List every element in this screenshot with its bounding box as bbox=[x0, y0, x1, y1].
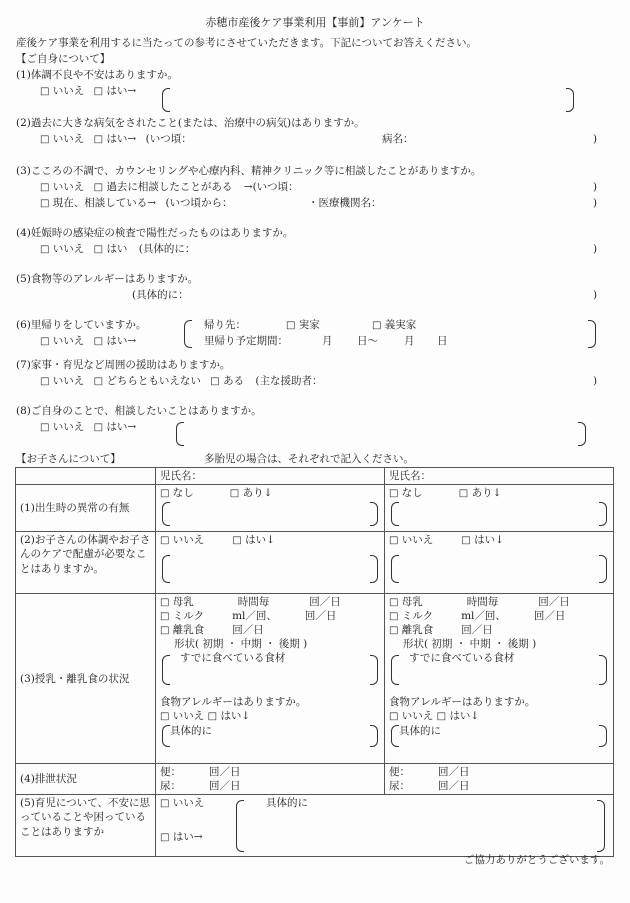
self-section-heading: 【ご自身について】 bbox=[16, 53, 111, 65]
q7-neither-checkbox[interactable]: □ bbox=[93, 376, 104, 387]
header-empty-cell bbox=[16, 468, 156, 485]
stool-label: 便： bbox=[389, 766, 410, 779]
row1-c1-yes-label: あり↓ bbox=[242, 487, 273, 500]
row5-cell bbox=[156, 795, 614, 857]
bracket-right bbox=[599, 502, 607, 526]
row4-label: (4)排泄状況 bbox=[16, 764, 156, 795]
row2-c2-detail-field[interactable] bbox=[389, 547, 609, 589]
ml-per-label: ml／回、 bbox=[461, 610, 506, 623]
q2-text: (2)過去に大きな病気をされたこと(または、治療中の病気)はありますか。 bbox=[16, 117, 365, 129]
bracket-right bbox=[597, 800, 605, 852]
q6-month2-label: 月 bbox=[404, 335, 415, 347]
allergy-question: 食物アレルギーはありますか。 bbox=[389, 696, 536, 709]
times-day-label: 回／日 bbox=[538, 596, 570, 609]
q7-no-label: いいえ bbox=[52, 375, 85, 387]
q1-detail-bracket-right bbox=[566, 88, 574, 112]
q7-text: (7)家事・育児など周囲の援助はありますか。 bbox=[16, 359, 231, 371]
q6-yes-checkbox[interactable]: □ bbox=[93, 336, 104, 347]
q1-detail-bracket-left bbox=[162, 88, 170, 112]
row1-c2-yes-checkbox[interactable]: □ bbox=[458, 488, 469, 500]
row3-c2-milk-checkbox[interactable]: □ bbox=[389, 611, 399, 623]
q6-month-label: 月 bbox=[322, 335, 333, 347]
row4-child1-cell[interactable] bbox=[156, 764, 385, 795]
q6-yes-label: はい→ bbox=[106, 335, 137, 347]
q3-now-close-paren: ) bbox=[593, 197, 598, 209]
child2-name-cell[interactable] bbox=[385, 468, 614, 485]
allergy-no-label: いいえ bbox=[401, 710, 434, 723]
q1-yes-checkbox[interactable]: □ bbox=[93, 86, 104, 97]
times-day-label: 回／日 bbox=[209, 780, 241, 793]
allergy-yes-label: はい↓ bbox=[449, 710, 480, 723]
bracket-right bbox=[599, 725, 607, 747]
row2-c1-no-checkbox[interactable]: □ bbox=[160, 535, 170, 547]
table-row bbox=[16, 594, 614, 764]
bracket-right bbox=[370, 555, 378, 583]
row3-child1-cell bbox=[156, 594, 385, 764]
q6-day-from-label: 日〜 bbox=[357, 335, 378, 347]
times-day-label: 回／日 bbox=[232, 624, 264, 637]
row1-c1-yes-checkbox[interactable]: □ bbox=[229, 488, 240, 500]
bracket-left bbox=[391, 655, 399, 685]
row2-c2-no-label: いいえ bbox=[401, 534, 434, 547]
allergy-question: 食物アレルギーはありますか。 bbox=[160, 696, 307, 709]
row3-label: (3)授乳・離乳食の状況 bbox=[16, 594, 156, 764]
q3-now-checkbox[interactable]: □ bbox=[40, 198, 50, 209]
row2-c1-yes-label: はい↓ bbox=[245, 534, 275, 547]
bracket-left bbox=[162, 502, 170, 526]
row1-c2-none-label: なし bbox=[401, 487, 423, 500]
q1-no-label: いいえ bbox=[52, 85, 85, 97]
q7-no-checkbox[interactable]: □ bbox=[40, 376, 50, 387]
milk-label: ミルク bbox=[172, 610, 205, 623]
q6-period-label: 里帰り予定期間： bbox=[204, 335, 288, 347]
q2-no-label: いいえ bbox=[52, 133, 85, 145]
row3-c2-allergy-no-checkbox[interactable]: □ bbox=[389, 711, 399, 723]
q6-no-checkbox[interactable]: □ bbox=[40, 336, 50, 347]
bracket-right bbox=[599, 555, 607, 583]
every-hours-label: 時間毎 bbox=[466, 596, 499, 609]
child-section-heading: 【お子さんについて】 bbox=[16, 453, 121, 465]
q4-detail-label: (具体的に： bbox=[138, 243, 196, 255]
q6-parents-checkbox[interactable]: □ bbox=[286, 320, 296, 331]
row3-c2-allergy-yes-checkbox[interactable]: □ bbox=[436, 711, 447, 723]
times-day-label: 回／日 bbox=[309, 596, 341, 609]
row2-c1-yes-checkbox[interactable]: □ bbox=[232, 535, 242, 547]
row1-label: (1)出生時の異常の有無 bbox=[16, 485, 156, 532]
q2-no-checkbox[interactable]: □ bbox=[40, 134, 50, 145]
row3-c1-babyfood-checkbox[interactable]: □ bbox=[160, 625, 170, 637]
row3-child2-cell bbox=[385, 594, 614, 764]
allergy-yes-label: はい↓ bbox=[220, 710, 251, 723]
row5-label-text: (5)育児について、不安に思っていることや困っていることはありますか bbox=[20, 797, 150, 838]
q1-no-checkbox[interactable]: □ bbox=[40, 86, 50, 97]
q3-no-checkbox[interactable]: □ bbox=[40, 182, 50, 193]
row5-label bbox=[16, 795, 156, 857]
row2-label bbox=[16, 532, 156, 594]
q3-no-label: いいえ bbox=[52, 181, 85, 193]
times-day-label: 回／日 bbox=[533, 610, 566, 623]
table-row bbox=[16, 532, 614, 594]
row5-yes-label: はい→ bbox=[172, 831, 203, 844]
q3-past-when-label: →(いつ頃： bbox=[243, 181, 299, 193]
row2-child1-cell bbox=[156, 532, 385, 594]
allergy-specific-label: 具体的に bbox=[170, 725, 212, 738]
q4-yes-label: はい bbox=[106, 243, 128, 255]
urine-label: 尿： bbox=[160, 780, 181, 793]
row1-child1-cell bbox=[156, 485, 385, 532]
q3-past-label: 過去に相談したことがある bbox=[106, 181, 233, 193]
times-day-label: 回／日 bbox=[209, 766, 241, 779]
q6-text: (6)里帰りをしていますか。 bbox=[16, 319, 147, 331]
q8-no-label: いいえ bbox=[52, 421, 85, 433]
q1-yes-label: はい→ bbox=[106, 85, 137, 97]
thanks-text: ご協力ありがとうございます。 bbox=[463, 854, 610, 866]
q3-past-checkbox[interactable]: □ bbox=[93, 182, 104, 193]
bracket-right bbox=[370, 502, 378, 526]
times-day-label: 回／日 bbox=[438, 766, 470, 779]
q8-bracket-right bbox=[578, 422, 586, 446]
table-row bbox=[16, 485, 614, 532]
row1-c1-none-label: なし bbox=[172, 487, 194, 500]
every-hours-label: 時間毎 bbox=[237, 596, 270, 609]
child-table bbox=[15, 467, 614, 857]
q5-close-paren: ) bbox=[593, 289, 598, 301]
q3-text: (3)こころの不調で、カウンセリングや心療内科、精神クリニック等に相談したことがありますか。 bbox=[16, 165, 482, 177]
row5-no-label: いいえ bbox=[172, 797, 205, 810]
row5-no-checkbox[interactable]: □ bbox=[160, 798, 170, 810]
times-day-label: 回／日 bbox=[461, 624, 493, 637]
bracket-right bbox=[370, 725, 378, 747]
bracket-left bbox=[391, 555, 399, 583]
row2-c1-no-label: いいえ bbox=[172, 534, 205, 547]
row3-c1-eaten-field[interactable] bbox=[160, 665, 380, 691]
row4-child2-cell[interactable] bbox=[385, 764, 614, 795]
baby-food-label: 離乳食 bbox=[172, 624, 205, 637]
bracket-left bbox=[162, 655, 170, 685]
q2-yes-label: はい→ bbox=[106, 133, 137, 145]
row1-c2-none-checkbox[interactable]: □ bbox=[389, 488, 399, 500]
row3-c1-allergy-yes-checkbox[interactable]: □ bbox=[207, 711, 218, 723]
row2-child2-cell bbox=[385, 532, 614, 594]
q7-yes-label: ある bbox=[223, 375, 245, 387]
q2-disease-label: 病名： bbox=[382, 133, 414, 145]
table-row bbox=[16, 795, 614, 857]
eaten-foods-label: すでに食べている食材 bbox=[409, 652, 515, 665]
milk-label: ミルク bbox=[401, 610, 434, 623]
row3-c2-breast-checkbox[interactable]: □ bbox=[389, 597, 399, 609]
times-day-label: 回／日 bbox=[304, 610, 337, 623]
bracket-right bbox=[370, 655, 378, 685]
bracket-right bbox=[599, 655, 607, 685]
q5-detail-label: (具体的に： bbox=[132, 289, 189, 301]
q2-when-label: (いつ頃： bbox=[145, 133, 192, 145]
q4-yes-checkbox[interactable]: □ bbox=[93, 244, 104, 255]
child1-name-label: 児氏名： bbox=[160, 470, 202, 482]
row3-c1-breast-checkbox[interactable]: □ bbox=[160, 597, 170, 609]
row1-c2-detail-field[interactable] bbox=[389, 500, 609, 528]
child-section-note: 多胎児の場合は、それぞれで記入ください。 bbox=[204, 453, 414, 465]
allergy-specific-label: 具体的に bbox=[399, 725, 441, 738]
q4-no-label: いいえ bbox=[52, 243, 85, 255]
shape-options[interactable]: 形状( 初期 ・ 中期 ・ 後期 ) bbox=[403, 638, 537, 651]
row2-c1-detail-field[interactable] bbox=[160, 547, 380, 589]
q6-dest-label: 帰り先： bbox=[204, 319, 246, 331]
shape-options[interactable]: 形状( 初期 ・ 中期 ・ 後期 ) bbox=[174, 638, 308, 651]
stool-label: 便： bbox=[160, 766, 181, 779]
row3-c2-eaten-field[interactable] bbox=[389, 665, 609, 691]
q7-yes-checkbox[interactable]: □ bbox=[210, 376, 220, 387]
bracket-left bbox=[391, 502, 399, 526]
q6-parents-label: 実家 bbox=[298, 319, 320, 331]
q1-detail-field[interactable] bbox=[172, 89, 562, 111]
q8-yes-label: はい→ bbox=[106, 421, 137, 433]
q4-text: (4)妊娠時の感染症の検査で陽性だったものはありますか。 bbox=[16, 227, 294, 239]
row5-detail-field[interactable] bbox=[248, 810, 588, 850]
bracket-left bbox=[162, 725, 170, 747]
times-day-label: 回／日 bbox=[438, 780, 470, 793]
q1-text: (1)体調不良や不安はありますか。 bbox=[16, 69, 178, 81]
row1-c1-detail-field[interactable] bbox=[160, 500, 380, 528]
q7-neither-label: どちらともいえない bbox=[106, 375, 201, 387]
row3-c1-milk-checkbox[interactable]: □ bbox=[160, 611, 170, 623]
q6-bracket-right bbox=[588, 320, 596, 348]
eaten-foods-label: すでに食べている食材 bbox=[180, 652, 286, 665]
q8-text: (8)ご自身のことで、相談したいことはありますか。 bbox=[16, 405, 262, 417]
q3-past-close-paren: ) bbox=[593, 181, 598, 193]
row1-child2-cell bbox=[385, 485, 614, 532]
bracket-left bbox=[236, 800, 244, 852]
bracket-left bbox=[391, 725, 399, 747]
allergy-no-label: いいえ bbox=[172, 710, 205, 723]
row2-c2-yes-label: はい↓ bbox=[474, 534, 504, 547]
q4-no-checkbox[interactable]: □ bbox=[40, 244, 50, 255]
q8-bracket-left bbox=[176, 422, 184, 446]
child1-name-cell[interactable] bbox=[156, 468, 385, 485]
row3-c2-allergy-field[interactable] bbox=[389, 723, 609, 749]
row2-label-text: (2)お子さんの体調やお子さんのケアで配慮が必要なことはありますか。 bbox=[20, 534, 151, 575]
breast-label: 母乳 bbox=[172, 596, 194, 609]
q6-bracket-left bbox=[184, 320, 192, 348]
q2-close-paren: ) bbox=[593, 133, 598, 145]
baby-food-label: 離乳食 bbox=[401, 624, 434, 637]
bracket-left bbox=[162, 555, 170, 583]
row3-c1-allergy-field[interactable] bbox=[160, 723, 380, 749]
row2-c2-yes-checkbox[interactable]: □ bbox=[461, 535, 471, 547]
q6-inlaws-checkbox[interactable]: □ bbox=[372, 320, 382, 331]
q6-day-to-label: 日 bbox=[437, 335, 448, 347]
q3-now-label: 現在、相談している→ bbox=[52, 197, 157, 209]
breast-label: 母乳 bbox=[401, 596, 423, 609]
urine-label: 尿： bbox=[389, 780, 410, 793]
row2-c2-no-checkbox[interactable]: □ bbox=[389, 535, 399, 547]
q8-detail-field[interactable] bbox=[186, 423, 574, 445]
q5-text: (5)食物等のアレルギーはありますか。 bbox=[16, 273, 199, 285]
row1-c2-yes-label: あり↓ bbox=[471, 487, 502, 500]
q6-inlaws-label: 義実家 bbox=[384, 319, 417, 331]
q8-no-checkbox[interactable]: □ bbox=[40, 422, 50, 433]
q6-no-label: いいえ bbox=[52, 335, 85, 347]
q7-close-paren: ) bbox=[593, 375, 598, 387]
child2-name-label: 児氏名： bbox=[389, 470, 431, 482]
row3-c2-babyfood-checkbox[interactable]: □ bbox=[389, 625, 399, 637]
q3-facility-label: ・医療機関名： bbox=[308, 197, 382, 209]
row3-c1-allergy-no-checkbox[interactable]: □ bbox=[160, 711, 170, 723]
page-title: 赤穂市産後ケア事業利用【事前】アンケート bbox=[205, 16, 425, 29]
table-row bbox=[16, 764, 614, 795]
row1-c1-none-checkbox[interactable]: □ bbox=[160, 488, 170, 500]
row5-yes-checkbox[interactable]: □ bbox=[160, 832, 170, 844]
q2-yes-checkbox[interactable]: □ bbox=[93, 134, 104, 145]
row5-specific-label: 具体的に bbox=[266, 797, 308, 810]
q7-helper-label: (主な援助者： bbox=[255, 375, 323, 387]
q4-close-paren: ) bbox=[593, 243, 598, 255]
q3-now-when-label: (いつ頃から： bbox=[165, 197, 233, 209]
intro-text: 産後ケア事業を利用するに当たっての参考にさせていただきます。下記についてお答えください。 bbox=[16, 37, 477, 49]
ml-per-label: ml／回、 bbox=[232, 610, 277, 623]
q8-yes-checkbox[interactable]: □ bbox=[93, 422, 104, 433]
table-row bbox=[16, 468, 614, 485]
